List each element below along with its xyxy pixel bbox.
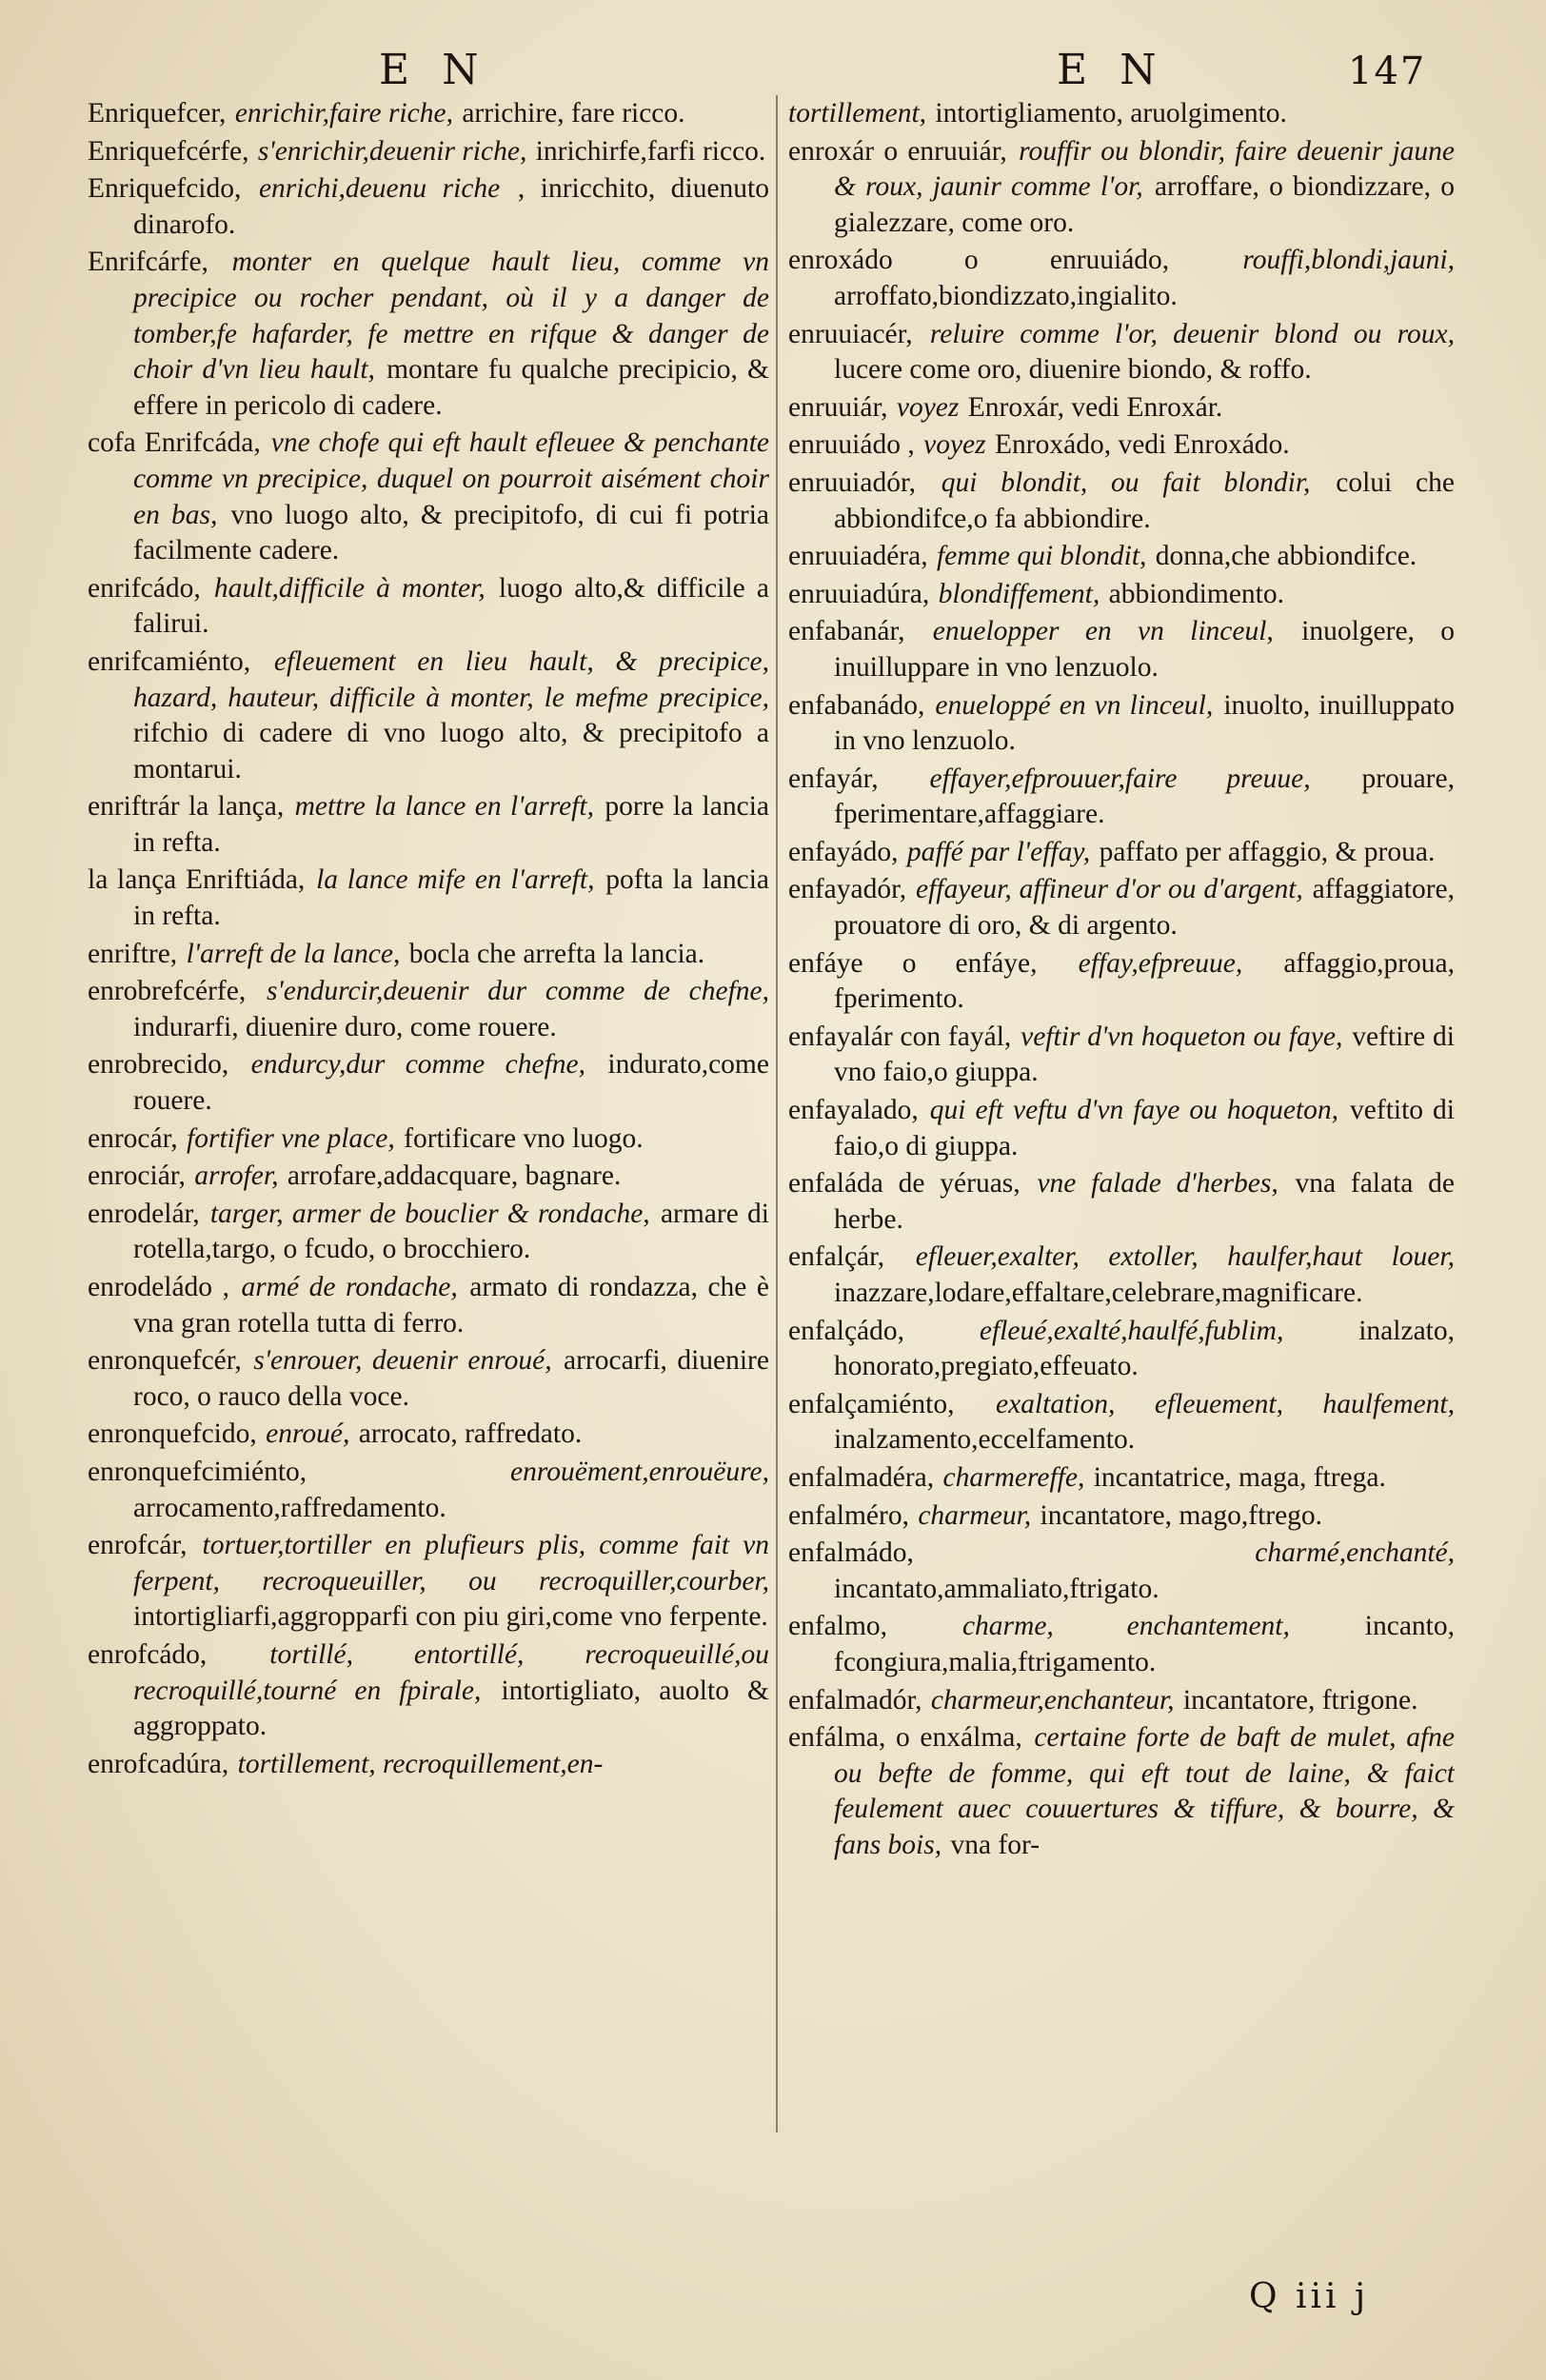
french-gloss: enroué,	[266, 1418, 350, 1450]
french-gloss: vne chofe qui eft hault efleuee & penchante comme vn precipice, duquel on pourroit aisément choir en bas,	[133, 427, 769, 530]
italian-gloss: arrocamento,raffredamento.	[133, 1492, 446, 1523]
italian-gloss: arroffare, o biondizzare, o gialezzare, come oro.	[834, 171, 1455, 238]
headword: enfáye o enfáye,	[788, 947, 1038, 979]
french-gloss: enrichir,faire riche,	[234, 98, 453, 129]
right-column	[788, 95, 1455, 2313]
french-gloss: blondiffement,	[938, 578, 1100, 609]
dictionary-entry	[788, 761, 1455, 832]
italian-gloss: arrocato, raffredato.	[358, 1418, 583, 1450]
french-gloss: fortifier vne place,	[187, 1122, 395, 1154]
italian-gloss: , inricchito, diuenuto dinarofo.	[133, 173, 769, 240]
french-gloss: qui eft veftu d'vn faye ou hoqueton,	[929, 1095, 1339, 1126]
headword: enfalçádo,	[788, 1315, 905, 1346]
headword: enfabanádo,	[788, 689, 925, 721]
dictionary-entry	[88, 973, 769, 1044]
french-gloss: exaltation, efleuement, haulfement,	[995, 1388, 1455, 1419]
french-gloss: hault,difficile à monter,	[213, 572, 486, 604]
italian-gloss: armato di rondazza, che è vna gran rotella tutta di ferro.	[133, 1272, 769, 1339]
dictionary-entry	[788, 242, 1455, 313]
french-gloss: vne falade d'herbes,	[1037, 1168, 1278, 1200]
french-gloss: la lance mife en l'arreft,	[316, 864, 595, 896]
headword: enrobrefcérfe,	[88, 976, 247, 1007]
header-left: E N	[379, 46, 488, 94]
french-gloss: targer, armer de bouclier & rondache,	[209, 1198, 650, 1229]
headword: enfalmo,	[788, 1611, 888, 1642]
headword: enruuiadéra,	[788, 541, 928, 572]
headword: enriftre,	[88, 938, 178, 969]
dictionary-entry	[88, 1454, 769, 1525]
headword: enronquefcér,	[88, 1345, 242, 1377]
headword: enrifcádo,	[88, 572, 201, 604]
french-gloss: efleuer,exalter, extoller, haulfer,haut louer,	[915, 1241, 1455, 1273]
headword: cofa Enrifcáda,	[88, 427, 261, 459]
italian-gloss: arrichire, fare ricco.	[462, 98, 685, 129]
headword: enruuiadúra,	[788, 578, 930, 609]
italian-gloss: inazzare,lodare,effaltare,celebrare,magnificare.	[834, 1278, 1363, 1308]
headword: enronquefcimiénto,	[88, 1456, 307, 1487]
french-gloss: s'enrichir,deuenir riche,	[257, 135, 527, 167]
french-gloss: endurcy,dur comme chefne,	[250, 1049, 585, 1081]
french-gloss: s'enrouer, deuenir enroué,	[253, 1345, 552, 1377]
dictionary-entry	[788, 389, 1455, 426]
headword: Enriquefcérfe,	[88, 135, 249, 167]
dictionary-entry	[88, 425, 769, 567]
french-gloss: paffé par l'effay,	[906, 836, 1091, 867]
dictionary-entry	[88, 244, 769, 423]
italian-gloss: rifchio di cadere di vno luogo alto, & precipitofo a montarui.	[133, 718, 769, 784]
italian-gloss: montare fu qualche precipicio, & effere in pericolo di cadere.	[133, 354, 769, 421]
french-gloss: l'arreft de la lance,	[186, 938, 401, 969]
french-gloss: s'endurcir,deuenir dur comme de chefne,	[266, 976, 769, 1007]
headword: enfalmádo,	[788, 1537, 914, 1569]
headword: Enriquefcido,	[88, 173, 242, 205]
italian-gloss: veftire di vno faio,o giuppa.	[834, 1021, 1455, 1088]
french-gloss: tortuer,tortiller en plufieurs plis, comme fait vn ferpent, recroqueuiller, ou recroquiller,courber,	[133, 1530, 769, 1597]
french-gloss: efleué,exalté,haulfé,fublim,	[979, 1315, 1284, 1346]
italian-gloss: inuolto, inuilluppato in vno lenzuolo.	[834, 689, 1455, 757]
dictionary-entry	[788, 465, 1455, 536]
french-gloss: qui blondit, ou fait blondir,	[941, 466, 1311, 498]
dictionary-entry	[88, 1196, 769, 1267]
headword: la lança Enriftiáda,	[88, 864, 306, 896]
dictionary-entry	[788, 1386, 1455, 1458]
headword: enrodeládo ,	[88, 1272, 229, 1302]
headword: enfayadór,	[788, 874, 907, 905]
headword: enrociár,	[88, 1160, 186, 1192]
italian-gloss: indurarfi, diuenire duro, come rouere.	[133, 1011, 557, 1042]
italian-gloss: armare di rotella,targo, o fcudo, o brocchiero.	[133, 1198, 769, 1265]
italian-gloss: incantatore, mago,ftrego.	[1040, 1499, 1323, 1531]
italian-gloss: luogo alto,& difficile a falirui.	[133, 572, 769, 640]
french-gloss: tortillement, recroquillement,en-	[237, 1748, 604, 1779]
headword: enronquefcido,	[88, 1418, 257, 1450]
headword: enrofcádo,	[88, 1638, 208, 1670]
left-column	[88, 95, 769, 2313]
dictionary-entry	[788, 1019, 1455, 1090]
dictionary-entry	[88, 1158, 769, 1194]
dictionary-entry	[788, 1497, 1455, 1534]
headword: enriftrár la lança,	[88, 791, 285, 823]
italian-gloss: arrofare,addacquare, bagnare.	[287, 1160, 622, 1192]
french-gloss: effayer,efprouuer,faire preuue,	[929, 763, 1311, 794]
italian-gloss: intortigliato, auolto & aggroppato.	[133, 1675, 769, 1742]
italian-gloss: incantato,ammaliato,ftrigato.	[834, 1573, 1160, 1604]
italian-gloss: inalzamento,eccelfamento.	[834, 1424, 1136, 1456]
headword: enfalçamiénto,	[788, 1388, 955, 1419]
italian-gloss: porre la lancia in refta.	[133, 791, 769, 858]
french-gloss: mettre la lance en l'arreft,	[294, 791, 594, 823]
dictionary-entry	[788, 1092, 1455, 1163]
french-gloss: charmeur,	[918, 1499, 1032, 1531]
italian-gloss: abbiondimento.	[1108, 578, 1284, 609]
italian-gloss: incantatore, ftrigone.	[1182, 1684, 1418, 1716]
dictionary-entry	[88, 936, 769, 972]
french-gloss: charme, enchantement,	[961, 1611, 1290, 1642]
dictionary-entry	[788, 1459, 1455, 1496]
dictionary-entry	[88, 1121, 769, 1157]
dictionary-entry	[788, 1165, 1455, 1237]
french-gloss: enuelopper en vn linceul,	[932, 616, 1274, 647]
french-gloss: femme qui blondit,	[936, 541, 1147, 572]
dictionary-entry	[88, 1046, 769, 1118]
headword: Enrifcárfe,	[88, 247, 208, 278]
italian-gloss: affaggiatore, prouatore di oro, & di argento.	[834, 874, 1455, 942]
headword: enruuiár,	[788, 391, 888, 423]
headword: Enriquefcer,	[88, 98, 227, 129]
french-gloss: voyez	[896, 391, 960, 423]
italian-gloss: vna for-	[950, 1829, 1041, 1860]
italian-gloss: colui che abbiondifce,o fa abbiondire.	[834, 466, 1455, 534]
dictionary-entry	[788, 1535, 1455, 1606]
italian-gloss: vno luogo alto, & precipitofo, di cui fi potria facilmente cadere.	[133, 499, 769, 566]
header-right: E N	[1057, 46, 1166, 94]
headword: enrobrecido,	[88, 1049, 229, 1081]
french-gloss: reluire comme l'or, deuenir blond ou roux,	[929, 318, 1455, 349]
dictionary-entry	[88, 95, 769, 131]
italian-gloss: indurato,come rouere.	[133, 1049, 769, 1117]
dictionary-entry	[88, 1527, 769, 1635]
dictionary-entry	[88, 1636, 769, 1744]
french-gloss: enueloppé en vn linceul,	[935, 689, 1214, 721]
headword: enfayár,	[788, 763, 879, 794]
headword: enruuiacér,	[788, 318, 913, 349]
italian-gloss: affaggio,proua, fperimento.	[834, 947, 1455, 1015]
italian-gloss: inalzato, honorato,pregiato,effeuato.	[834, 1315, 1455, 1382]
italian-gloss: arrocarfi, diuenire roco, o rauco della voce.	[133, 1345, 769, 1412]
dictionary-entry	[88, 170, 769, 242]
italian-gloss: incanto, fcongiura,malia,ftrigamento.	[834, 1611, 1455, 1677]
italian-gloss: inuolgere, o inuilluppare in vno lenzuolo.	[834, 616, 1455, 683]
french-gloss: charmé,enchanté,	[1255, 1537, 1455, 1569]
dictionary-entry	[788, 687, 1455, 759]
italian-gloss: prouare, fperimentare,affaggiare.	[834, 763, 1455, 830]
italian-gloss: inrichirfe,farfi ricco.	[535, 135, 766, 167]
italian-gloss: pofta la lancia in refta.	[133, 864, 769, 932]
dictionary-entry	[788, 834, 1455, 870]
italian-gloss: Enroxádo, vedi Enroxádo.	[995, 429, 1290, 461]
french-gloss: enrichi,deuenu riche	[258, 173, 501, 205]
italian-gloss: intortigliamento, aruolgimento.	[935, 98, 1287, 129]
dictionary-entry	[88, 1269, 769, 1340]
french-gloss: armé de rondache,	[241, 1272, 458, 1302]
french-gloss: charmeur,enchanteur,	[930, 1684, 1175, 1716]
italian-gloss: fortificare vno luogo.	[404, 1122, 644, 1154]
dictionary-entry	[788, 1313, 1455, 1384]
dictionary-entry	[788, 426, 1455, 463]
dictionary-entry	[788, 945, 1455, 1017]
french-gloss: effayeur, affineur d'or ou d'argent,	[916, 874, 1303, 905]
dictionary-entry	[88, 862, 769, 933]
dictionary-entry	[788, 133, 1455, 241]
headword: enruuiádo ,	[788, 429, 915, 461]
dictionary-entry	[788, 871, 1455, 942]
french-gloss: arrofer,	[194, 1160, 279, 1192]
headword: enruuiadór,	[788, 466, 916, 498]
headword: enfalmadór,	[788, 1684, 922, 1716]
dictionary-entry	[88, 133, 769, 169]
signature-mark: Q iii j	[1249, 2277, 1370, 2316]
headword: enrifcamiénto,	[88, 645, 251, 677]
italian-gloss: donna,che abbiondifce.	[1155, 541, 1417, 572]
italian-gloss: lucere come oro, diuenire biondo, & roffo.	[834, 354, 1312, 386]
french-gloss: veftir d'vn hoqueton ou faye,	[1021, 1021, 1343, 1052]
italian-gloss: bocla che arrefta la lancia.	[408, 938, 705, 969]
dictionary-entry	[88, 1416, 769, 1452]
page-number: 147	[1348, 50, 1427, 93]
dictionary-entry	[788, 1239, 1455, 1310]
italian-gloss: paffato per affaggio, & proua.	[1099, 836, 1436, 867]
headword: enrofcadúra,	[88, 1748, 229, 1779]
dictionary-entry	[88, 1746, 769, 1782]
french-gloss: enrouëment,enrouëure,	[510, 1456, 769, 1487]
headword: enrodelár,	[88, 1198, 200, 1229]
headword: enfaláda de yéruas,	[788, 1168, 1021, 1200]
dictionary-entry	[788, 613, 1455, 684]
italian-gloss: intortigliarfi,aggropparfi con piu giri,come vno ferpente.	[133, 1601, 768, 1633]
headword: enfayalado,	[788, 1095, 919, 1126]
headword: enrofcár,	[88, 1530, 188, 1561]
headword: enfalméro,	[788, 1499, 909, 1531]
french-gloss: certaine forte de baft de mulet, afne ou befte de fomme, qui eft tout de laine, & faict feulement auec couuertures & tiffure, & bourre, & fans bois,	[834, 1722, 1455, 1860]
french-gloss: efleuement en lieu hault, & precipice, hazard, hauteur, difficile à monter, le mefme precipice,	[133, 645, 769, 713]
french-gloss: rouffir ou blondir, faire deuenir jaune & roux, jaunir comme l'or,	[834, 135, 1455, 203]
dictionary-entry	[788, 316, 1455, 387]
italian-gloss: incantatrice, maga, ftrega.	[1093, 1461, 1386, 1493]
french-gloss: charmereffe,	[942, 1461, 1085, 1493]
dictionary-entry	[88, 570, 769, 642]
column-divider	[776, 95, 778, 2132]
dictionary-entry	[88, 644, 769, 786]
italian-gloss: vna falata de herbe.	[834, 1168, 1455, 1235]
headword: enfabanár,	[788, 616, 905, 647]
headword: enroxár o enruuiár,	[788, 135, 1007, 167]
french-gloss: effay,efpreuue,	[1078, 947, 1243, 979]
headword: enrocár,	[88, 1122, 178, 1154]
dictionary-entry	[788, 538, 1455, 574]
dictionary-entry	[788, 576, 1455, 612]
french-gloss: tortillé, entortillé, recroqueuillé,ou recroquillé,tourné en fpirale,	[133, 1638, 769, 1706]
dictionary-entry	[88, 1342, 769, 1414]
french-gloss: rouffi,blondi,jauni,	[1242, 245, 1455, 276]
headword: enfayádo,	[788, 836, 899, 867]
headword: enfálma, o enxálma,	[788, 1722, 1022, 1754]
dictionary-entry	[788, 95, 1455, 131]
dictionary-entry	[788, 1608, 1455, 1679]
french-gloss: monter en quelque hault lieu, comme vn precipice ou rocher pendant, où il y a danger de tomber,fe hafarder, fe mettre en rifque & danger de choir d'vn lieu hault,	[133, 247, 769, 386]
italian-gloss: arroffato,biondizzato,ingialito.	[834, 280, 1178, 311]
italian-gloss: veftito di faio,o di giuppa.	[834, 1095, 1455, 1161]
headword: enfayalár con fayál,	[788, 1021, 1012, 1052]
headword: enfalçár,	[788, 1241, 885, 1273]
dictionary-entry	[788, 1719, 1455, 1862]
french-gloss: voyez	[923, 429, 986, 461]
headword: enfalmadéra,	[788, 1461, 935, 1493]
headword: enroxádo o enruuiádo,	[788, 245, 1170, 276]
french-gloss: tortillement,	[788, 98, 927, 129]
dictionary-entry	[88, 788, 769, 860]
italian-gloss: Enroxár, vedi Enroxár.	[967, 391, 1223, 423]
running-header	[0, 46, 1546, 103]
dictionary-entry	[788, 1682, 1455, 1718]
